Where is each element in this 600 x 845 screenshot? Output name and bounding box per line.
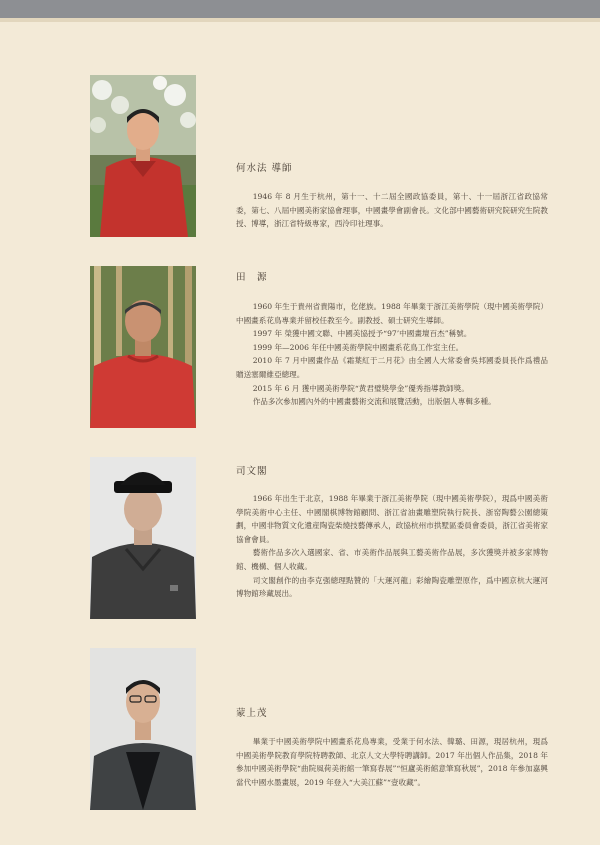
portrait-image-2 xyxy=(90,266,196,428)
portrait-photo-2 xyxy=(90,266,196,428)
bio-3-para-1: 1966 年出生于北京，1988 年畢業于浙江美術學院（現中國美術學院），現爲中國美術學院美術中心主任、中國閣棋博物館顧問、浙江省油畫雕塑院執行院長、浙窑陶藝公園總策劃，中國非物質文化遺産陶瓷柴燒技藝傳承人，政協杭州市拱墅區委員會委員，浙江省美術家協會會員。 xyxy=(236,494,548,544)
portrait-photo-1 xyxy=(90,75,196,237)
person-bio-2 xyxy=(236,300,548,409)
bio-2-para-5: 2015 年 6 月 獲中國美術學院“黄君璧獎學金”優秀指導教師獎。 xyxy=(252,383,469,393)
portrait-image-4 xyxy=(90,648,196,810)
portrait-photo-3 xyxy=(90,457,196,619)
person-name-3: 司文閣 xyxy=(236,466,268,477)
bio-3-para-2: 藝術作品多次入選國家、省、市美術作品展與工藝美術作品展，多次獲獎并被多家博物館、機構、個人收藏。 xyxy=(236,548,548,571)
person-bio-1 xyxy=(236,190,548,231)
bio-2-para-3: 1999 年—2006 年任中國美術學院中國畫系花鳥工作室主任。 xyxy=(252,342,464,352)
bio-2-para-2: 1997 年 榮獲中國文聯、中國美協授予“97’中國畫壇百杰”稱號。 xyxy=(252,329,472,339)
portrait-image-3 xyxy=(90,457,196,619)
bio-3-para-3: 司文閣創作的由李克强總理點贊的「大運河龍」彩繪陶瓷雕塑原作，爲中國京杭大運河博物館珍藏展出。 xyxy=(236,575,548,599)
portrait-photo-4 xyxy=(90,648,196,810)
person-bio-3 xyxy=(236,492,548,601)
bio-2-para-6: 作品多次參加國內外的中國畫藝術交流和展覽活動，出版個人專輯多種。 xyxy=(252,397,496,407)
bio-2-para-1: 1960 年生于貴州省貴陽市，仡佬族。1988 年畢業于浙江美術學院（現中國美術學院）中國畫系花鳥專業并留校任教至今。副教授、碩士研究生導師。 xyxy=(236,302,548,325)
bio-4-para-1: 畢業于中國美術學院中國畫系花鳥專業，受業于何水法、韓璐、田源，現居杭州，現爲中國美術學院教育學院特聘教師、北京人文大學特聘講師。2017 年出個人作品集，2018 年參加中國美術學院“曲院風荷美術館一筆寫春展”“恒廬美術館意筆寫秋展”，2018 年參加嘉興當代中國水墨畫展，2019 年登入“大美江蘇”“壹收藏”。 xyxy=(236,737,548,787)
person-bio-4 xyxy=(236,735,548,789)
bio-1-para-1: 1946 年 8 月生于杭州，第十一、十二屆全國政協委員，第十、十一屆浙江省政協常委，第七、八屆中國美術家協會理事，中國畫學會副會長。文化部中國藝術研究院研究生院教授、博導，浙江省特級專家，西泠印社理事。 xyxy=(236,192,548,229)
person-name-2: 田 源 xyxy=(236,272,268,283)
person-name-1: 何水法 導師 xyxy=(236,163,293,174)
portrait-image-1 xyxy=(90,75,196,237)
top-gray-band xyxy=(0,0,600,18)
top-divider xyxy=(0,18,600,22)
bio-2-para-4: 2010 年 7 月中國畫作品《霜葉紅于二月花》由全國人大常委會吳邦國委員長作爲禮品贈送塞爾維亞總理。 xyxy=(236,356,548,379)
person-name-4: 蒙上茂 xyxy=(236,708,268,719)
